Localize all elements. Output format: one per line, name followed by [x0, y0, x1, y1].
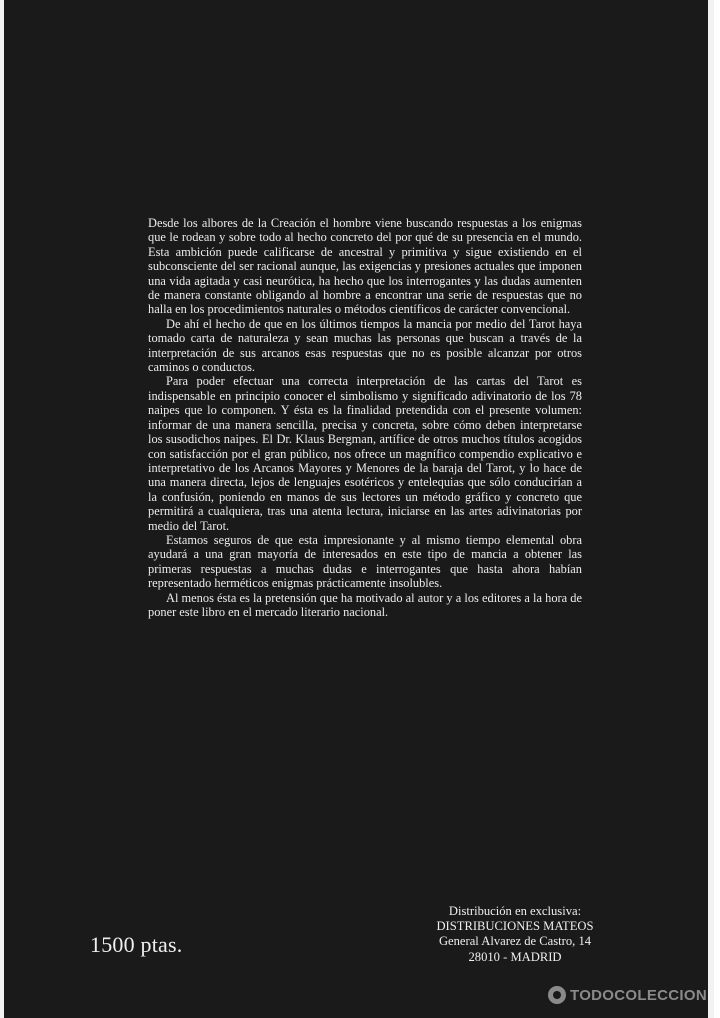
- distributor-address: General Alvarez de Castro, 14: [438, 934, 592, 949]
- blurb-paragraph-1: Desde los albores de la Creación el hombre viene buscando respuestas a los enigmas que le rodean y sobre todo al hecho concreto del por qué de su presencia en el mundo. Esta ambición puede calificarse de ancestral y primitiva y sigue existiendo en el subconsciente del ser racional aunque, las exigencias y presiones actuales que imponen una vida agitada y casi neurótica, ha hecho que los interrogantes y las dudas aumenten de manera constante obligando al hombre a encontrar una serie de respuestas que no halla en los procedimientos naturales o métodos científicos de carácter convencional.: [148, 216, 582, 317]
- blurb-paragraph-4: Estamos seguros de que esta impresionante y al mismo tiempo elemental obra ayudará a una gran mayoría de interesados en este tipo de mancia a obtener las primeras respuestas a muchas dudas e interrogantes que hasta ahora habían representado herméticos enigmas prácticamente insolubles.: [148, 532, 582, 591]
- distribution-line-1: Distribución en exclusiva:: [448, 904, 582, 918]
- distributor-name: DISTRIBUCIONES MATEOS: [436, 919, 594, 934]
- watermark: [548, 986, 707, 1004]
- distributor-city: 28010 - MADRID: [468, 949, 562, 964]
- distribution-info: [420, 904, 610, 965]
- page-right-edge: [708, 0, 714, 1018]
- price-label: 1500 ptas.: [90, 932, 183, 957]
- watermark-logo-icon: [548, 986, 566, 1004]
- blurb-paragraph-3: Para poder efectuar una correcta interpretación de las cartas del Tarot es indispensable en principio conocer el simbolismo y significado adivinatorio de los 78 naipes que lo componen. Y ésta es la finalidad pretendida con el presente volumen: informar de una manera sencilla, precisa y concreta, sobre cómo deben interpretarse los susodichos naipes. El Dr. Klaus Bergman, artífice de otros muchos títulos acogidos con satisfacción por el gran público, nos ofrece un magnífico compendio explicativo e interpretativo de los Arcanos Mayores y Menores de la baraja del Tarot, y lo hace de una manera directa, lejos de lenguajes esotéricos y entelequias que sólo conducirían a la confusión, poniendo en manos de sus lectores un método gráfico y concreto que permitirá a cualquiera, tras una atenta lectura, iniciarse en las artes adivinatorias por medio del Tarot.: [148, 374, 582, 533]
- watermark-text: TODOCOLECCION: [570, 986, 707, 1004]
- blurb-paragraph-5: Al menos ésta es la pretensión que ha motivado al autor y a los editores a la hora de poner este libro en el mercado literario nacional.: [148, 590, 582, 619]
- blurb-paragraph-2: De ahí el hecho de que en los últimos tiempos la mancia por medio del Tarot haya tomado carta de naturaleza y sean muchas las personas que buscan a través de la interpretación de sus arcanos esas respuestas que no es posible alcanzar por otros caminos o conductos.: [148, 316, 582, 375]
- blurb-text: [148, 216, 582, 619]
